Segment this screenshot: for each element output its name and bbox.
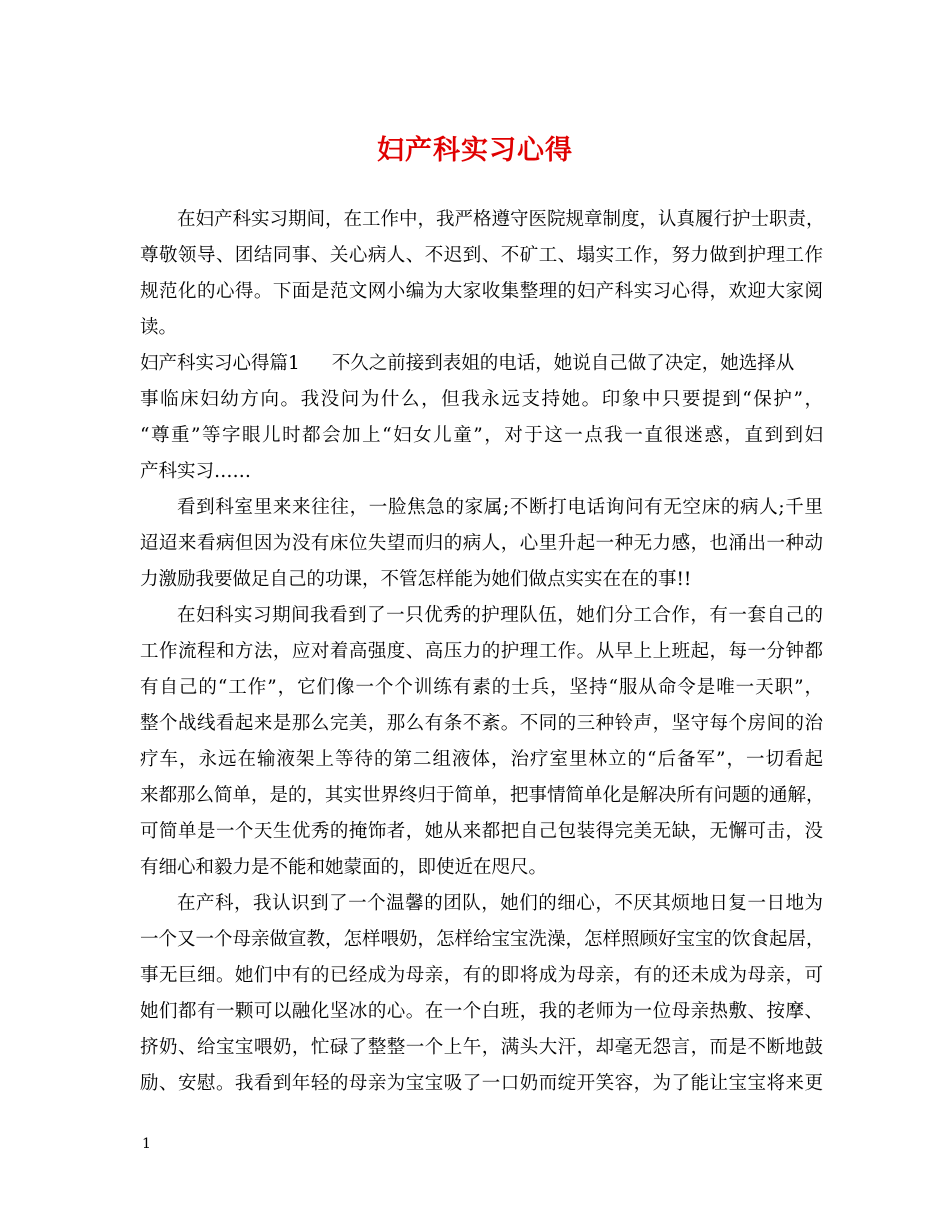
paragraph-line: 迢迢来看病但因为没有床位失望而归的病人，心里升起一种无力感，也涌出一种动 — [140, 533, 823, 554]
paragraph-line: 规范化的心得。下面是范文网小编为大家收集整理的妇产科实习心得，欢迎大家阅 — [140, 281, 823, 302]
paragraph-line: 读。 — [140, 317, 178, 338]
page-number: 1 — [142, 1136, 151, 1152]
section-heading-line — [140, 352, 794, 376]
paragraph-line: 尊敬领导、团结同事、关心病人、不迟到、不矿工、塌实工作，努力做到护理工作 — [140, 245, 823, 266]
paragraph-line: 励、安慰。我看到年轻的母亲为宝宝吸了一口奶而绽开笑容，为了能让宝宝将来更 — [140, 1073, 823, 1094]
paragraph-line: 疗车，永远在输液架上等待的第二组液体，治疗室里林立的“后备军”，一切看起 — [140, 749, 823, 770]
paragraph-line: 整个战线看起来是那么完美，那么有条不紊。不同的三种铃声，坚守每个房间的治 — [140, 713, 823, 734]
paragraph-line: 在产科，我认识到了一个温馨的团队，她们的细心，不厌其烦地日复一日地为 — [177, 893, 823, 914]
paragraph-line: “尊重”等字眼儿时都会加上“妇女儿童”，对于这一点我一直很迷惑，直到到妇 — [140, 425, 823, 446]
paragraph-line: 力激励我要做足自己的功课，不管怎样能为她们做点实实在在的事!! — [140, 569, 692, 590]
paragraph-line: 在妇科实习期间我看到了一只优秀的护理队伍，她们分工合作，有一套自己的 — [177, 605, 823, 626]
paragraph-line: 事无巨细。她们中有的已经成为母亲，有的即将成为母亲，有的还未成为母亲，可 — [140, 965, 823, 986]
paragraph-line: 她们都有一颗可以融化坚冰的心。在一个白班，我的老师为一位母亲热敷、按摩、 — [140, 1001, 823, 1022]
paragraph-line: 看到科室里来来往往，一脸焦急的家属;不断打电话询问有无空床的病人;千里 — [177, 497, 823, 518]
paragraph-line: 挤奶、给宝宝喂奶，忙碌了整整一个上午，满头大汗，却毫无怨言，而是不断地鼓 — [140, 1037, 823, 1058]
paragraph-line: 一个又一个母亲做宣教，怎样喂奶，怎样给宝宝洗澡，怎样照顾好宝宝的饮食起居， — [140, 929, 825, 950]
paragraph-line: 有细心和毅力是不能和她蒙面的，即使近在咫尺。 — [140, 857, 548, 878]
paragraph-line-text: 不久之前接到表姐的电话，她说自己做了决定，她选择从 — [331, 353, 795, 374]
paragraph-line: 来都那么简单，是的，其实世界终归于简单，把事情简单化是解决所有问题的通解， — [140, 785, 825, 806]
paragraph-line: 事临床妇幼方向。我没问为什么，但我永远支持她。印象中只要提到“保护”， — [140, 389, 823, 410]
paragraph-line: 有自己的“工作”，它们像一个个训练有素的士兵，坚持“服从命令是唯一天职”， — [140, 677, 823, 698]
paragraph-line: 产科实习…… — [140, 461, 252, 482]
paragraph-line: 可简单是一个天生优秀的掩饰者，她从来都把自己包装得完美无缺，无懈可击，没 — [140, 821, 823, 842]
document-title: 妇产科实习心得 — [377, 135, 573, 166]
paragraph-line: 在妇产科实习期间，在工作中，我严格遵守医院规章制度，认真履行护士职责， — [177, 209, 825, 230]
paragraph-line: 工作流程和方法，应对着高强度、高压力的护理工作。从早上上班起，每一分钟都 — [140, 641, 823, 662]
section-heading: 妇产科实习心得篇1 — [140, 353, 300, 374]
